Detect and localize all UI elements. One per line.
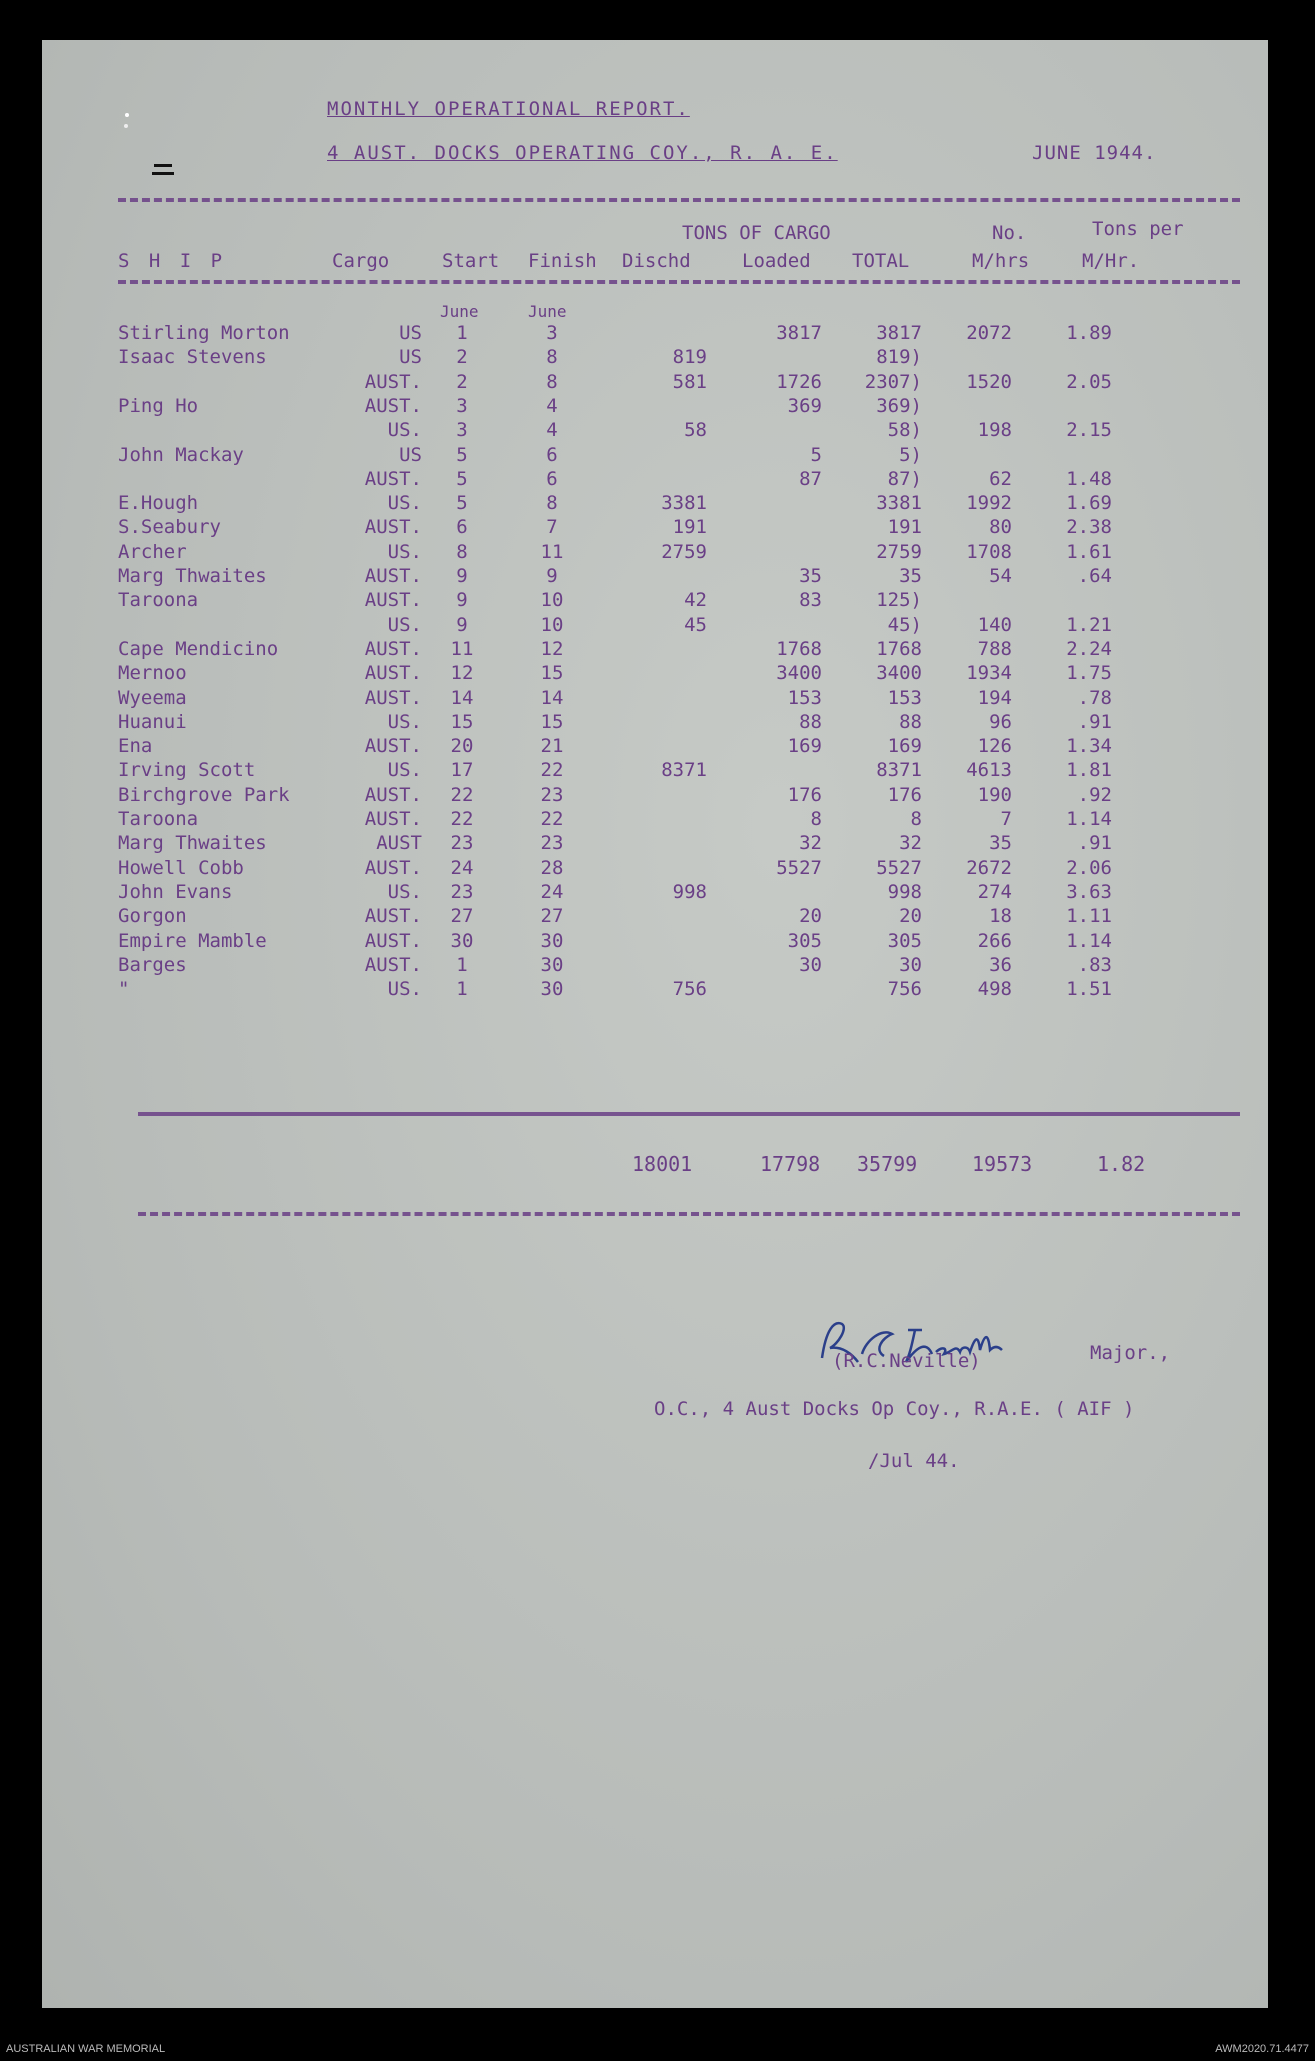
tons-per-man-hour: 2.05 xyxy=(1066,370,1112,393)
cargo-origin: US. xyxy=(387,540,422,563)
finish-day: 22 xyxy=(540,759,564,782)
totals-divider-bottom xyxy=(138,1212,1240,1216)
tons-total: 87) xyxy=(887,467,922,490)
man-hours: 35 xyxy=(989,832,1012,855)
cargo-origin: AUST. xyxy=(364,589,422,612)
table-row xyxy=(42,346,1268,372)
start-day: 9 xyxy=(456,613,468,636)
tons-total: 1768 xyxy=(876,637,922,660)
finish-day: 4 xyxy=(546,394,558,417)
table-row xyxy=(42,687,1268,713)
cargo-origin: US xyxy=(399,346,422,369)
start-day: 30 xyxy=(450,929,474,952)
tons-per-man-hour: .91 xyxy=(1077,832,1112,855)
tons-total: 2759 xyxy=(876,540,922,563)
tons-per-man-hour: .83 xyxy=(1077,953,1112,976)
start-day: 6 xyxy=(456,516,468,539)
ship-name: Wyeema xyxy=(118,686,187,709)
tons-loaded: 88 xyxy=(799,710,822,733)
start-day: 1 xyxy=(456,322,468,344)
tons-loaded: 176 xyxy=(787,783,822,806)
tons-loaded: 369 xyxy=(787,394,822,417)
tons-per-man-hour: 1.61 xyxy=(1066,540,1112,563)
tons-per-man-hour: 1.89 xyxy=(1066,322,1112,344)
man-hours: 1708 xyxy=(966,540,1012,563)
tons-per-man-hour: 2.38 xyxy=(1066,516,1112,539)
ship-name: Isaac Stevens xyxy=(118,346,267,369)
tons-per-man-hour: 1.51 xyxy=(1066,978,1112,1001)
tons-total: 45) xyxy=(887,613,922,636)
tons-discharged: 3381 xyxy=(661,492,707,515)
man-hours: 80 xyxy=(989,516,1012,539)
man-hours: 62 xyxy=(989,467,1012,490)
start-day: 2 xyxy=(456,370,468,393)
table-row xyxy=(42,832,1268,858)
finish-day: 30 xyxy=(540,953,564,976)
table-row xyxy=(42,638,1268,664)
tons-loaded: 169 xyxy=(787,735,822,758)
paper-blemish xyxy=(124,112,130,130)
no-header: No. xyxy=(992,222,1027,244)
total-total: 35799 xyxy=(857,1152,918,1176)
finish-day: 27 xyxy=(540,905,564,928)
table-row xyxy=(42,662,1268,688)
tons-loaded: 3400 xyxy=(776,662,822,685)
start-day: 1 xyxy=(456,978,468,1001)
cargo-origin: US. xyxy=(387,880,422,903)
man-hours: 18 xyxy=(989,905,1012,928)
start-day: 3 xyxy=(456,419,468,442)
finish-day: 9 xyxy=(546,565,558,587)
man-hours: 274 xyxy=(977,880,1012,903)
total-tons-per-mhr: 1.82 xyxy=(1097,1152,1146,1176)
report-month: JUNE 1944. xyxy=(1032,142,1157,164)
tons-total: 35 xyxy=(899,565,922,587)
start-day: 12 xyxy=(450,662,474,685)
cargo-origin: AUST. xyxy=(364,953,422,976)
finish-day: 10 xyxy=(540,589,564,612)
table-row xyxy=(42,905,1268,931)
table-row xyxy=(42,322,1268,348)
tons-discharged: 42 xyxy=(684,589,707,612)
ship-name: John Evans xyxy=(118,880,233,903)
tons-discharged: 8371 xyxy=(661,759,707,782)
finish-day: 10 xyxy=(540,613,564,636)
man-hours: 4613 xyxy=(966,759,1012,782)
document-page xyxy=(42,40,1268,2008)
ship-name: Ping Ho xyxy=(118,394,199,417)
ship-name: John Mackay xyxy=(118,443,244,466)
tons-total: 191 xyxy=(887,516,922,539)
tons-total: 756 xyxy=(887,978,922,1001)
tons-total: 8371 xyxy=(876,759,922,782)
unit-name: 4 AUST. DOCKS OPERATING COY., R. A. E. xyxy=(327,142,838,164)
ship-name: Ena xyxy=(118,735,153,758)
tons-discharged: 45 xyxy=(684,613,707,636)
tons-loaded: 305 xyxy=(787,929,822,952)
table-row xyxy=(42,954,1268,980)
ship-name: Birchgrove Park xyxy=(118,783,290,806)
cargo-origin: AUST. xyxy=(364,467,422,490)
cargo-origin: AUST. xyxy=(364,735,422,758)
table-row xyxy=(42,735,1268,761)
tons-per-man-hour: 1.21 xyxy=(1066,613,1112,636)
man-hours: 1934 xyxy=(966,662,1012,685)
man-hours: 1992 xyxy=(966,492,1012,515)
tons-discharged: 58 xyxy=(684,419,707,442)
tons-per-man-hour: .78 xyxy=(1077,686,1112,709)
table-row xyxy=(42,930,1268,956)
tons-per-man-hour: 3.63 xyxy=(1066,880,1112,903)
ship-name: Archer xyxy=(118,540,187,563)
start-day: 23 xyxy=(450,880,474,903)
signatory-position: O.C., 4 Aust Docks Op Coy., R.A.E. ( AIF ) xyxy=(654,1398,1135,1420)
tons-per-man-hour: .92 xyxy=(1077,783,1112,806)
finish-day: 28 xyxy=(540,856,564,879)
tons-per-man-hour: 1.69 xyxy=(1066,492,1112,515)
man-hours: 7 xyxy=(1000,808,1012,830)
tons-per-man-hour: 2.24 xyxy=(1066,637,1112,660)
start-day: 2 xyxy=(456,346,468,369)
dischd-header: Dischd xyxy=(622,250,691,272)
cargo-origin: US. xyxy=(387,978,422,1001)
tons-per-man-hour: 2.06 xyxy=(1066,856,1112,879)
table-row xyxy=(42,419,1268,445)
ship-name: Barges xyxy=(118,953,187,976)
report-title: MONTHLY OPERATIONAL REPORT. xyxy=(327,98,690,120)
cargo-origin: US. xyxy=(387,419,422,442)
total-loaded: 17798 xyxy=(760,1152,821,1176)
tons-loaded: 5527 xyxy=(776,856,822,879)
ship-header: S H I P xyxy=(118,250,227,272)
tons-per-man-hour: 1.48 xyxy=(1066,467,1112,490)
tons-total: 32 xyxy=(899,832,922,855)
tons-total: 176 xyxy=(887,783,922,806)
man-hours: 788 xyxy=(977,637,1012,660)
man-hours: 266 xyxy=(977,929,1012,952)
finish-day: 8 xyxy=(546,370,558,393)
start-day: 5 xyxy=(456,492,468,515)
tons-total: 169 xyxy=(887,735,922,758)
tons-total: 5527 xyxy=(876,856,922,879)
tons-per-man-hour: 1.75 xyxy=(1066,662,1112,685)
start-day: 24 xyxy=(450,856,474,879)
start-day: 20 xyxy=(450,735,474,758)
start-day: 23 xyxy=(450,832,474,855)
cargo-origin: US. xyxy=(387,492,422,515)
cargo-origin: AUST. xyxy=(364,637,422,660)
ship-name: Gorgon xyxy=(118,905,187,928)
man-hours: 36 xyxy=(989,953,1012,976)
cargo-origin: AUST. xyxy=(364,516,422,539)
ship-name: S.Seabury xyxy=(118,516,221,539)
ship-name: Mernoo xyxy=(118,662,187,685)
start-day: 9 xyxy=(456,589,468,612)
tons-loaded: 1726 xyxy=(776,370,822,393)
tons-loaded: 153 xyxy=(787,686,822,709)
cargo-origin: AUST xyxy=(376,832,422,855)
tons-total: 2307) xyxy=(864,370,922,393)
archive-name: AUSTRALIAN WAR MEMORIAL xyxy=(6,2043,166,2055)
ship-name: Irving Scott xyxy=(118,759,256,782)
table-row xyxy=(42,541,1268,567)
finish-day: 7 xyxy=(546,516,558,539)
start-day: 1 xyxy=(456,953,468,976)
finish-day: 11 xyxy=(540,540,564,563)
finish-day: 23 xyxy=(540,832,564,855)
finish-day: 4 xyxy=(546,419,558,442)
tons-total: 8 xyxy=(910,808,922,830)
tons-total: 30 xyxy=(899,953,922,976)
tons-per-man-hour: 1.81 xyxy=(1066,759,1112,782)
tons-loaded: 32 xyxy=(799,832,822,855)
tons-per-man-hour: 2.15 xyxy=(1066,419,1112,442)
ship-name: Marg Thwaites xyxy=(118,565,267,587)
finish-day: 3 xyxy=(546,322,558,344)
finish-day: 30 xyxy=(540,929,564,952)
table-row xyxy=(42,371,1268,397)
cargo-origin: AUST. xyxy=(364,783,422,806)
ink-mark xyxy=(152,162,178,176)
tons-loaded: 3817 xyxy=(776,322,822,344)
tons-total: 153 xyxy=(887,686,922,709)
finish-day: 12 xyxy=(540,637,564,660)
tons-loaded: 35 xyxy=(799,565,822,587)
man-hours: 96 xyxy=(989,710,1012,733)
tons-total: 3817 xyxy=(876,322,922,344)
finish-day: 21 xyxy=(540,735,564,758)
table-row xyxy=(42,395,1268,421)
man-hours: 54 xyxy=(989,565,1012,587)
cargo-origin: AUST. xyxy=(364,565,422,587)
table-row xyxy=(42,492,1268,518)
man-hours: 2072 xyxy=(966,322,1012,344)
finish-day: 6 xyxy=(546,443,558,466)
tons-loaded: 5 xyxy=(810,443,822,466)
tons-total: 3381 xyxy=(876,492,922,515)
per-mhr-header: M/Hr. xyxy=(1082,250,1140,272)
finish-day: 24 xyxy=(540,880,564,903)
tons-loaded: 8 xyxy=(810,808,822,830)
ship-name: E.Hough xyxy=(118,492,199,515)
tons-total: 88 xyxy=(899,710,922,733)
archive-footer xyxy=(0,2032,1315,2061)
tons-discharged: 581 xyxy=(672,370,707,393)
tons-total: 5) xyxy=(899,443,922,466)
tons-of-cargo-header: TONS OF CARGO xyxy=(682,222,831,244)
man-hours: 140 xyxy=(977,613,1012,636)
tons-loaded: 1768 xyxy=(776,637,822,660)
start-day: 3 xyxy=(456,394,468,417)
tons-discharged: 756 xyxy=(672,978,707,1001)
tons-total: 819) xyxy=(876,346,922,369)
ship-name: Empire Mamble xyxy=(118,929,267,952)
tons-per-man-hour: 1.34 xyxy=(1066,735,1112,758)
table-row xyxy=(42,565,1268,591)
tons-discharged: 998 xyxy=(672,880,707,903)
table-row xyxy=(42,857,1268,883)
table-row xyxy=(42,468,1268,494)
man-hours: 1520 xyxy=(966,370,1012,393)
tons-per-man-hour: .64 xyxy=(1077,565,1112,587)
start-day: 8 xyxy=(456,540,468,563)
cargo-origin: AUST. xyxy=(364,686,422,709)
tons-total: 369) xyxy=(876,394,922,417)
tons-per-header: Tons per xyxy=(1092,218,1184,240)
finish-day: 6 xyxy=(546,467,558,490)
man-hours: 190 xyxy=(977,783,1012,806)
start-day: 22 xyxy=(450,808,474,830)
table-row xyxy=(42,711,1268,737)
start-day: 11 xyxy=(450,637,474,660)
tons-total: 20 xyxy=(899,905,922,928)
tons-loaded: 83 xyxy=(799,589,822,612)
man-hours: 194 xyxy=(977,686,1012,709)
tons-loaded: 87 xyxy=(799,467,822,490)
start-day: 14 xyxy=(450,686,474,709)
tons-total: 58) xyxy=(887,419,922,442)
cargo-header: Cargo xyxy=(332,250,390,272)
cargo-origin: AUST. xyxy=(364,370,422,393)
tons-total: 3400 xyxy=(876,662,922,685)
finish-day: 30 xyxy=(540,978,564,1001)
man-hours: 198 xyxy=(977,419,1012,442)
tons-per-man-hour: 1.11 xyxy=(1066,905,1112,928)
finish-day: 8 xyxy=(546,346,558,369)
man-hours: 2672 xyxy=(966,856,1012,879)
start-day: 17 xyxy=(450,759,474,782)
tons-per-man-hour: 1.14 xyxy=(1066,808,1112,830)
tons-total: 125) xyxy=(876,589,922,612)
finish-month-label: June xyxy=(528,302,567,321)
cargo-origin: AUST. xyxy=(364,662,422,685)
finish-day: 23 xyxy=(540,783,564,806)
tons-discharged: 2759 xyxy=(661,540,707,563)
start-day: 5 xyxy=(456,443,468,466)
finish-day: 14 xyxy=(540,686,564,709)
table-row xyxy=(42,808,1268,834)
start-day: 22 xyxy=(450,783,474,806)
tons-discharged: 191 xyxy=(672,516,707,539)
start-month-label: June xyxy=(440,302,479,321)
tons-loaded: 20 xyxy=(799,905,822,928)
table-row xyxy=(42,516,1268,542)
start-header: Start xyxy=(442,250,500,272)
ship-name: Stirling Morton xyxy=(118,322,290,344)
tons-per-man-hour: 1.14 xyxy=(1066,929,1112,952)
ship-name: Howell Cobb xyxy=(118,856,244,879)
cargo-origin: AUST. xyxy=(364,905,422,928)
ship-name: " xyxy=(118,978,130,1001)
signatory-rank: Major., xyxy=(1090,1342,1171,1364)
table-row xyxy=(42,759,1268,785)
total-header: TOTAL xyxy=(852,250,910,272)
tons-total: 305 xyxy=(887,929,922,952)
cargo-origin: US. xyxy=(387,613,422,636)
table-row xyxy=(42,444,1268,470)
report-date: /Jul 44. xyxy=(868,1450,960,1472)
manhrs-header: M/hrs xyxy=(972,250,1030,272)
tons-per-man-hour: .91 xyxy=(1077,710,1112,733)
cargo-origin: US xyxy=(399,322,422,344)
archive-reference: AWM2020.71.4477 xyxy=(1215,2043,1309,2055)
header-divider-bottom xyxy=(118,280,1240,284)
total-manhrs: 19573 xyxy=(972,1152,1033,1176)
cargo-origin: US. xyxy=(387,759,422,782)
ship-name: Taroona xyxy=(118,589,199,612)
man-hours: 126 xyxy=(977,735,1012,758)
cargo-origin: AUST. xyxy=(364,929,422,952)
tons-total: 998 xyxy=(887,880,922,903)
header-divider-top xyxy=(118,198,1240,202)
cargo-origin: US. xyxy=(387,710,422,733)
signatory-name: (R.C.Neville) xyxy=(832,1350,981,1372)
finish-header: Finish xyxy=(528,250,597,272)
table-row xyxy=(42,589,1268,615)
cargo-origin: US xyxy=(399,443,422,466)
tons-discharged: 819 xyxy=(672,346,707,369)
table-row xyxy=(42,978,1268,1004)
tons-loaded: 30 xyxy=(799,953,822,976)
finish-day: 15 xyxy=(540,710,564,733)
table-row xyxy=(42,784,1268,810)
finish-day: 15 xyxy=(540,662,564,685)
start-day: 5 xyxy=(456,467,468,490)
ship-name: Cape Mendicino xyxy=(118,637,279,660)
man-hours: 498 xyxy=(977,978,1012,1001)
ship-name: Marg Thwaites xyxy=(118,832,267,855)
cargo-origin: AUST. xyxy=(364,808,422,830)
finish-day: 8 xyxy=(546,492,558,515)
total-dischd: 18001 xyxy=(632,1152,693,1176)
cargo-origin: AUST. xyxy=(364,856,422,879)
start-day: 27 xyxy=(450,905,474,928)
start-day: 15 xyxy=(450,710,474,733)
cargo-origin: AUST. xyxy=(364,394,422,417)
ship-name: Taroona xyxy=(118,808,199,830)
start-day: 9 xyxy=(456,565,468,587)
totals-divider-top xyxy=(138,1112,1240,1116)
table-row xyxy=(42,881,1268,907)
finish-day: 22 xyxy=(540,808,564,830)
loaded-header: Loaded xyxy=(742,250,811,272)
ship-name: Huanui xyxy=(118,710,187,733)
table-row xyxy=(42,614,1268,640)
